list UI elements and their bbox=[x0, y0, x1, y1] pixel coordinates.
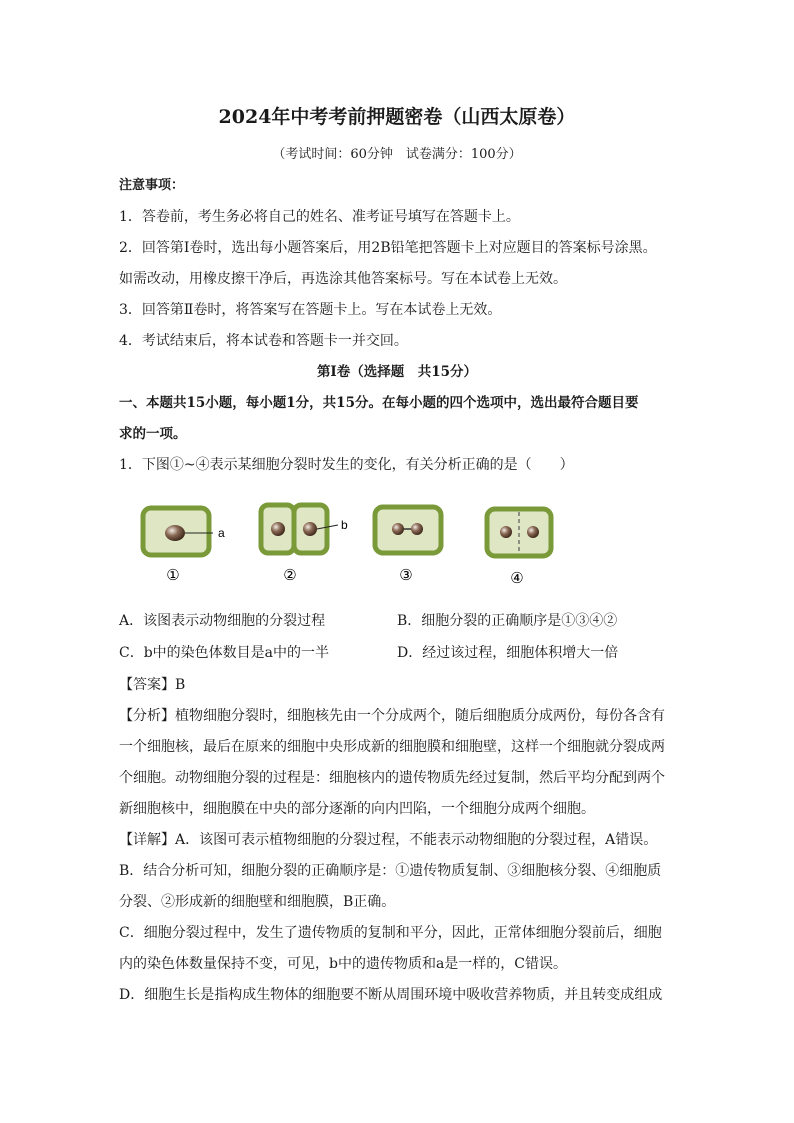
nucleus bbox=[527, 526, 539, 538]
detail-line-2: B．结合分析可知，细胞分裂的正确顺序是：①遗传物质复制、③细胞核分裂、④细胞质 bbox=[119, 863, 662, 879]
exam-subtitle: （考试时间：60分钟 试卷满分：100分） bbox=[272, 147, 522, 162]
cell-number-3: ③ bbox=[399, 566, 413, 584]
option-a: A．该图表示动物细胞的分裂过程 bbox=[119, 613, 326, 629]
notice-item-2: 2．回答第Ⅰ卷时，选出每小题答案后，用2B铅笔把答题卡上对应题目的答案标号涂黑。 bbox=[119, 240, 657, 256]
notice-item-2-cont: 如需改动，用橡皮擦干净后，再选涂其他答案标号。写在本试卷上无效。 bbox=[119, 271, 567, 287]
cell-1 bbox=[143, 508, 225, 584]
label-a: a bbox=[218, 526, 225, 540]
cell-number-4: ④ bbox=[510, 569, 524, 587]
nucleus bbox=[392, 523, 404, 535]
cell-number-1: ① bbox=[166, 566, 180, 584]
cell-number-2: ② bbox=[283, 566, 297, 584]
exam-title: 2024年中考考前押题密卷（山西太原卷） bbox=[218, 106, 576, 128]
analysis-line-3: 个细胞。动物细胞分裂的过程是：细胞核内的遗传物质先经过复制，然后平均分配到两个 bbox=[119, 770, 665, 786]
nucleus bbox=[303, 522, 317, 536]
cell-2 bbox=[261, 505, 348, 584]
detail-line-5: 内的染色体数量保持不变，可见，b中的遗传物质和a是一样的，C错误。 bbox=[119, 956, 568, 972]
notice-heading: 注意事项： bbox=[119, 178, 185, 193]
cell-3 bbox=[375, 507, 441, 584]
question-stem: 1．下图①~④表示某细胞分裂时发生的变化，有关分析正确的是（ ） bbox=[119, 457, 574, 473]
section-title: 第Ⅰ卷（选择题 共15分） bbox=[316, 364, 478, 380]
detail-line-4: C．细胞分裂过程中，发生了遗传物质的复制和平分，因此，正常体细胞分裂前后，细胞 bbox=[119, 925, 662, 941]
option-c: C．b中的染色体数目是a中的一半 bbox=[119, 645, 330, 661]
analysis-line-4: 新细胞核中，细胞膜在中央的部分逐渐的向内凹陷，一个细胞分成两个细胞。 bbox=[119, 801, 595, 817]
section-instruction-cont: 求的一项。 bbox=[119, 426, 187, 442]
option-b: B．细胞分裂的正确顺序是①③④② bbox=[397, 613, 618, 629]
analysis-line-1: 【分析】植物细胞分裂时，细胞核先由一个分成两个，随后细胞质分成两份，每份各含有 bbox=[119, 708, 665, 724]
section-instruction: 一、本题共15小题，每小题1分，共15分。在每小题的四个选项中，选出最符合题目要 bbox=[119, 395, 639, 411]
notice-item-4: 4．考试结束后，将本试卷和答题卡一并交回。 bbox=[119, 333, 408, 349]
label-b: b bbox=[341, 518, 348, 532]
notice-item-3: 3．回答第Ⅱ卷时，将答案写在答题卡上。写在本试卷上无效。 bbox=[119, 302, 502, 318]
nucleus bbox=[411, 523, 423, 535]
cell-division-figure bbox=[130, 495, 590, 590]
detail-line-3: 分裂、②形成新的细胞壁和细胞膜，B正确。 bbox=[119, 894, 396, 910]
option-d: D．经过该过程，细胞体积增大一倍 bbox=[397, 645, 619, 661]
nucleus bbox=[271, 522, 285, 536]
cell-4 bbox=[487, 509, 551, 587]
detail-line-6: D．细胞生长是指构成生物体的细胞要不断从周围环境中吸收营养物质，并且转变成组成 bbox=[119, 987, 663, 1003]
detail-line-1: 【详解】A．该图可表示植物细胞的分裂过程，不能表示动物细胞的分裂过程，A错误。 bbox=[119, 832, 658, 848]
nucleus bbox=[165, 525, 185, 541]
answer: 【答案】B bbox=[119, 677, 186, 693]
analysis-line-2: 一个细胞核，最后在原来的细胞中央形成新的细胞膜和细胞壁，这样一个细胞就分裂成两 bbox=[119, 739, 665, 755]
notice-item-1: 1．答卷前，考生务必将自己的姓名、准考证号填写在答题卡上。 bbox=[119, 209, 520, 225]
nucleus bbox=[500, 526, 512, 538]
